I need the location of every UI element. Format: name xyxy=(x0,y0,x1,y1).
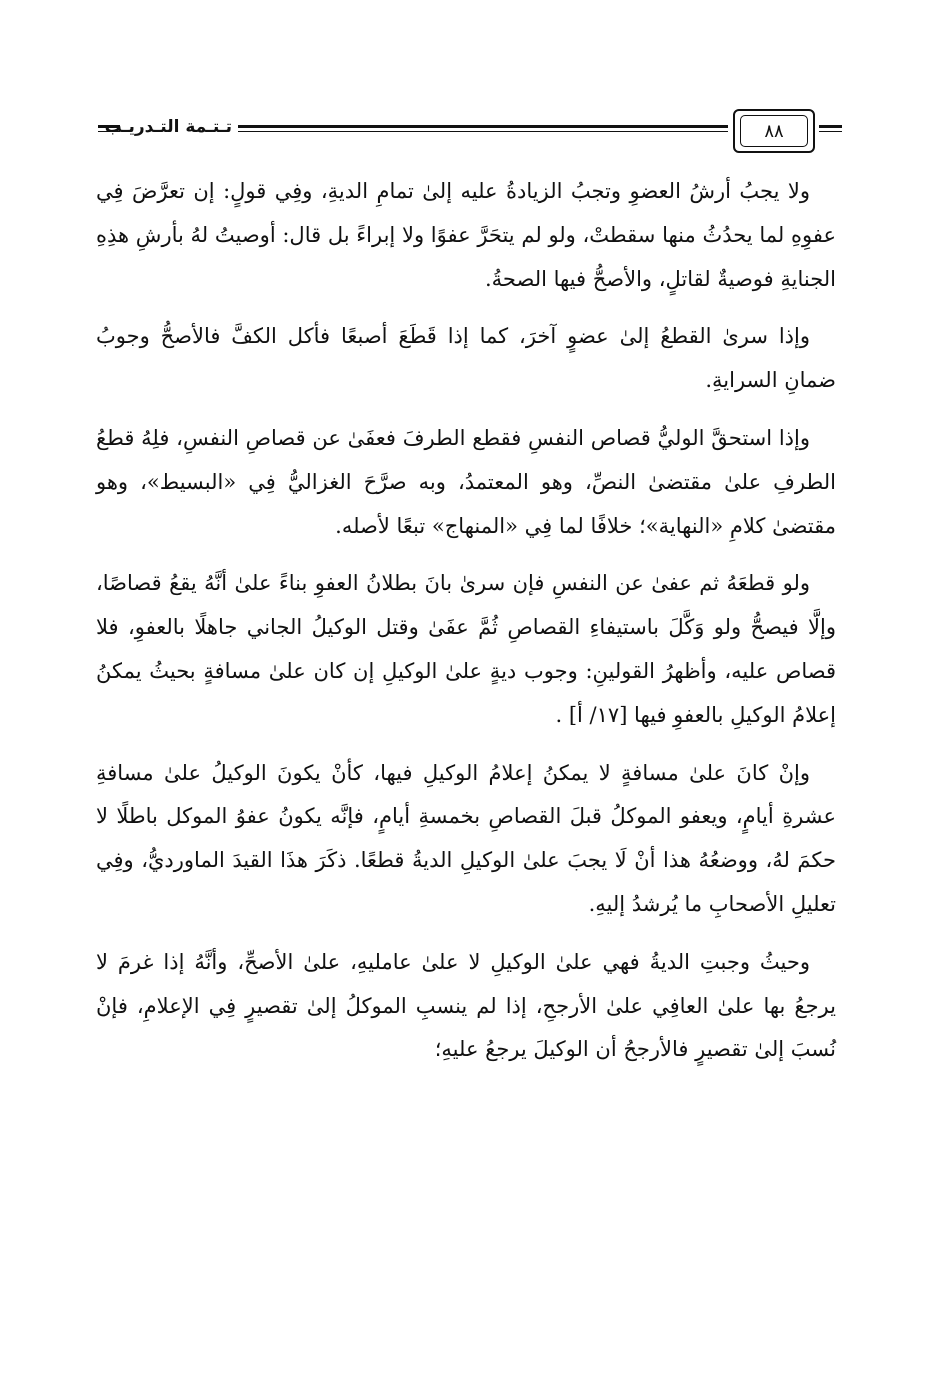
header-rule-right-thin xyxy=(819,131,842,132)
running-header xyxy=(98,107,842,157)
paragraph: وإذا استحقَّ الوليُّ قصاص النفسِ فقطع الطرفَ فعفَىٰ عن قصاصِ النفسِ، فلِهُ قطعُ الطرفِ علىٰ مقتضىٰ النصِّ، وهو المعتمدُ، وبه صرَّحَ الغزاليُّ فِي «البسيط»، وهو مقتضىٰ كلامِ «النهاية»؛ خلافًا لما فِي «المنهاج» تبعًا لأصله. xyxy=(96,425,836,538)
paragraph: ولا يجبُ أرشُ العضوِ وتجبُ الزيادةُ عليه إلىٰ تمامِ الديةِ، وفِي قولٍ: إن تعرَّضَ فِي عفوِهِ لما يحدُثُ منها سقطتْ، ولو لم يتحَرَّ عفوًا ولا إبراءً بل قال: أوصيتُ لهُ بأرشِ هذِهِ الجنايةِ فوصيةٌ لقاتلٍ، والأصحُّ فيها الصحةُ. xyxy=(96,179,836,291)
paragraph: وحيثُ وجبتِ الديةُ فهي علىٰ الوكيلِ لا علىٰ عامليهِ، علىٰ الأصحِّ، وأنَّهُ إذا غرمَ لا يرجعُ بها علىٰ العافِي علىٰ الأرجحِ، إذا لم ينسبِ الموكلُ إلىٰ تقصيرٍ فِي الإعلامِ، فإنْ نُسبَ إلىٰ تقصيرٍ فالأرجحُ أن الوكيلَ يرجعُ عليهِ؛ xyxy=(96,949,836,1062)
paragraph: ولو قطعَهُ ثم عفىٰ عن النفسِ فإن سرىٰ بانَ بطلانُ العفوِ بناءً علىٰ أنَّهُ يقعُ قصاصًا، وإلَّا فيصحُّ ولو وَكَّلَ باستيفاءِ القصاصِ ثُمَّ عفَىٰ وقتل الوكيلُ الجاني جاهلًا بالعفوِ، فلا قصاص عليه، وأظهرُ القولينِ: وجوب ديةٍ علىٰ الوكيلِ إن كان علىٰ مسافةٍ بحيثُ يمكنُ إعلامُ الوكيلِ بالعفوِ فيها [١٧/ أ] . xyxy=(96,571,836,727)
body-text xyxy=(96,170,836,1086)
page-number: ٨٨ xyxy=(740,115,808,147)
header-rule-middle xyxy=(238,125,728,128)
header-rule-middle-thin xyxy=(238,131,728,132)
page-number-frame xyxy=(733,109,815,153)
running-title: تـتـمة التـدريـب xyxy=(104,117,232,137)
header-rule-right xyxy=(819,125,842,128)
paragraph: وإنْ كانَ علىٰ مسافةٍ لا يمكنُ إعلامُ الوكيلِ فيها، كأنْ يكونَ الوكيلُ علىٰ مسافةِ عشرةِ أيامٍ، ويعفو الموكلُ قبلَ القصاصِ بخمسةِ أيامٍ، فإنَّه يكونُ عفوُ الموكل باطلًا لا حكمَ لهُ، ووضعُهُ هذا أنْ لَا يجبَ علىٰ الوكيلِ الديةُ قطعًا. ذكَرَ هذَا القيدَ الماورديُّ، وفِي تعليلِ الأصحابِ ما يُرشدُ إليهِ. xyxy=(96,760,836,916)
paragraph: وإذا سرىٰ القطعُ إلىٰ عضوٍ آخرَ، كما إذا قَطَعَ أصبعًا فأكل الكفَّ فالأصحُّ وجوبُ ضمانِ السرايةِ. xyxy=(96,324,836,393)
